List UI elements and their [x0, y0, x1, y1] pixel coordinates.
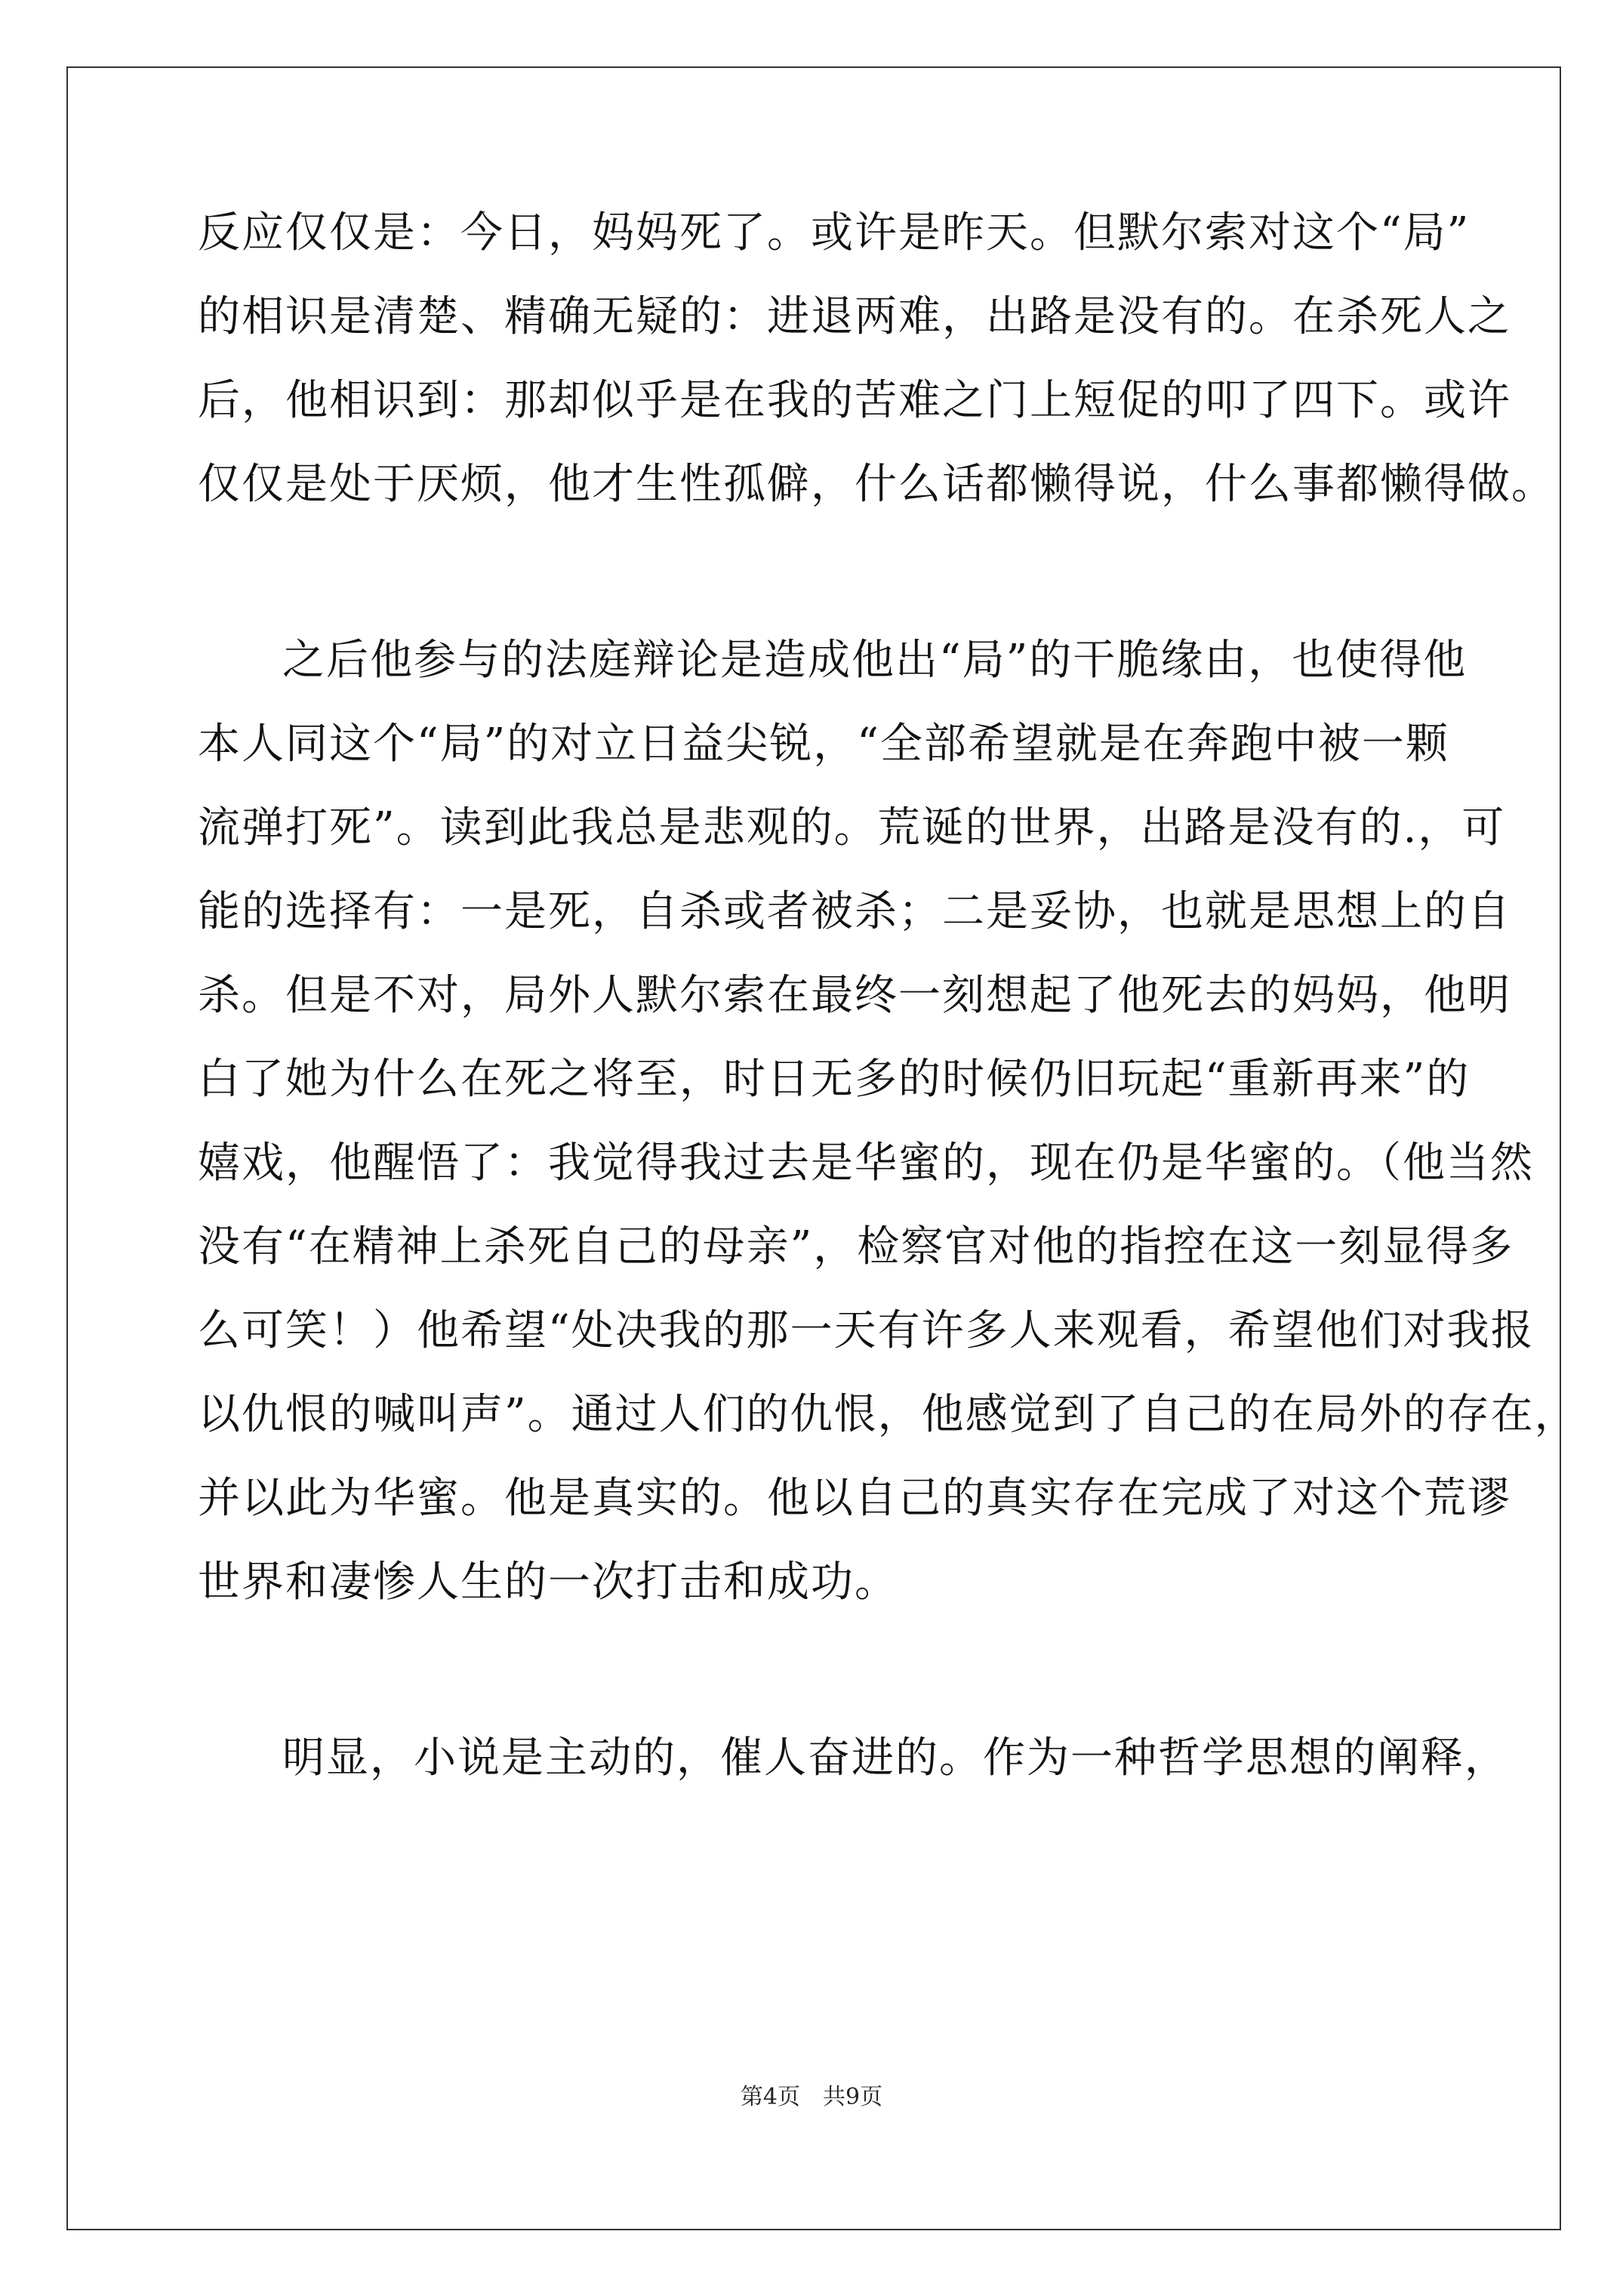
body-line: 并以此为华蜜。他是真实的。他以自己的真实存在完成了对这个荒谬	[198, 1474, 1511, 1523]
body-line: 嬉戏，他醒悟了：我觉得我过去是华蜜的，现在仍是华蜜的。（他当然	[198, 1139, 1534, 1188]
document-body	[198, 191, 1578, 1800]
body-line: 本人同这个“局”的对立日益尖锐，“全部希望就是在奔跑中被一颗	[198, 720, 1449, 769]
body-line: 以仇恨的喊叫声”。通过人们的仇恨，他感觉到了自己的在局外的存在，	[198, 1390, 1578, 1439]
body-line: 么可笑！）他希望“处决我的那一天有许多人来观看，希望他们对我报	[198, 1306, 1535, 1355]
body-line: 明显，小说是主动的，催人奋进的。作为一种哲学思想的阐释，	[282, 1734, 1508, 1783]
body-line: 的相识是清楚、精确无疑的：进退两难，出路是没有的。在杀死人之	[198, 292, 1511, 341]
body-line: 反应仅仅是：今日，妈妈死了。或许是昨天。但默尔索对这个“局”	[198, 208, 1471, 257]
body-line: 后，他相识到：那却似乎是在我的苦难之门上短促的叩了四下。或许	[198, 376, 1511, 425]
paragraph-gap	[198, 1624, 1436, 1716]
body-line: 流弹打死”。读到此我总是悲观的。荒诞的世界，出路是没有的.，可	[198, 803, 1506, 852]
body-line: 杀。但是不对，局外人默尔索在最终一刻想起了他死去的妈妈，他明	[198, 971, 1511, 1020]
page-number-footer: 第4页 共9页	[740, 2084, 883, 2110]
body-line: 能的选择有：一是死，自杀或者被杀；二是妥协，也就是思想上的自	[198, 887, 1511, 936]
body-line: 没有“在精神上杀死自己的母亲”，检察官对他的指控在这一刻显得多	[198, 1222, 1514, 1271]
paragraph-gap	[198, 526, 1436, 618]
body-line: 仅仅是处于厌烦，他才生性孤僻，什么话都懒得说，什么事都懒得做。	[198, 460, 1555, 509]
body-line: 之后他参与的法庭辩论是造成他出“局”的干脆缘由，也使得他	[282, 636, 1467, 685]
body-line: 世界和凄惨人生的一次打击和成功。	[198, 1558, 898, 1607]
body-line: 白了她为什么在死之将至，时日无多的时候仍旧玩起“重新再来”的	[198, 1055, 1471, 1104]
